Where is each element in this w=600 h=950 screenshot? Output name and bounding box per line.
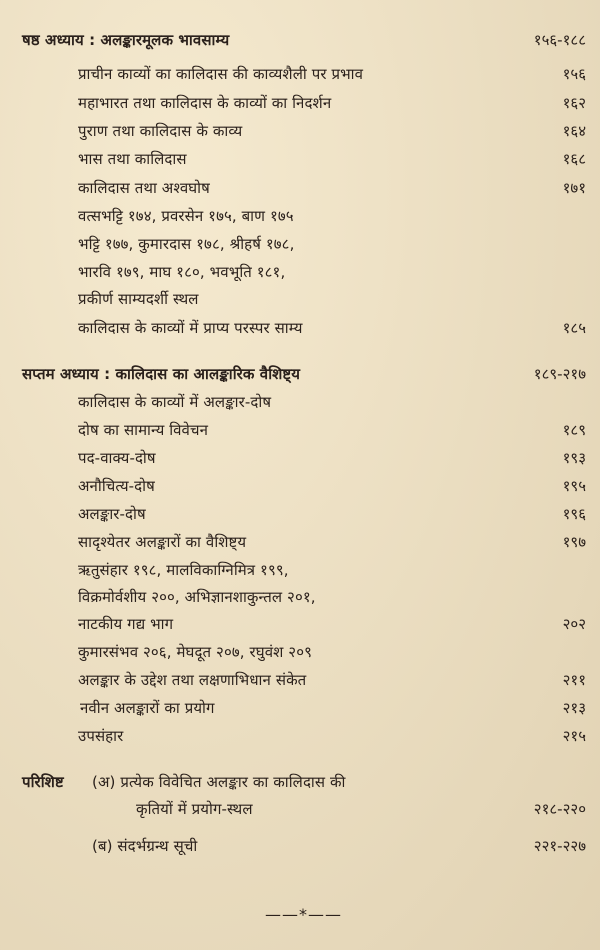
end-divider: ——*—— <box>265 905 342 924</box>
toc-page: १७१ <box>562 179 586 197</box>
toc-page: १९५ <box>562 477 586 495</box>
toc-entry: पद-वाक्य-दोष <box>78 449 156 467</box>
toc-entry: नाटकीय गद्य भाग <box>78 615 174 633</box>
chapter-7-pages: १८९-२१७ <box>533 365 586 383</box>
chapter-6-heading: षष्ठ अध्याय : अलङ्कारमूलक भावसाम्य <box>22 31 230 49</box>
toc-page: १९६ <box>562 505 586 523</box>
toc-page: २०२ <box>562 615 586 633</box>
appendix-a-line2: कृतियों में प्रयोग-स्थल <box>136 800 253 818</box>
toc-entry: अलङ्कार-दोष <box>78 505 146 523</box>
toc-page: १९३ <box>562 449 586 467</box>
toc-entry: प्राचीन काव्यों का कालिदास की काव्यशैली पर प्रभाव <box>78 65 364 83</box>
toc-poets-line: वत्सभट्टि १७४, प्रवरसेन १७५, बाण १७५ <box>78 207 294 225</box>
appendix-b-pages: २२१-२२७ <box>533 837 586 855</box>
toc-poets-line: भारवि १७९, माघ १८०, भवभूति १८१, <box>78 263 286 281</box>
toc-page: २११ <box>562 671 586 689</box>
toc-page: १६८ <box>562 150 586 168</box>
toc-entry: पुराण तथा कालिदास के काव्य <box>78 122 243 140</box>
chapter-7-heading: सप्तम अध्याय : कालिदास का आलङ्कारिक वैशिष्ट्य <box>22 365 301 383</box>
toc-entry: भास तथा कालिदास <box>78 150 187 168</box>
toc-entry: अलङ्कार के उद्देश तथा लक्षणाभिधान संकेत <box>78 671 307 689</box>
toc-works-line: विक्रमोर्वशीय २००, अभिज्ञानशाकुन्तल २०१, <box>78 588 316 606</box>
toc-works-line: कुमारसंभव २०६, मेघदूत २०७, रघुवंश २०९ <box>78 643 313 661</box>
appendix-a-line1: (अ) प्रत्येक विवेचित अलङ्कार का कालिदास की <box>92 773 346 791</box>
toc-entry: नवीन अलङ्कारों का प्रयोग <box>80 699 215 717</box>
toc-entry: अनौचित्य-दोष <box>78 477 155 495</box>
toc-page: १६४ <box>562 122 586 140</box>
toc-subheading: कालिदास के काव्यों में अलङ्कार-दोष <box>78 393 272 411</box>
chapter-6-pages: १५६-१८८ <box>533 31 586 49</box>
appendix-a-pages: २१८-२२० <box>533 800 586 818</box>
toc-page: १९७ <box>562 533 586 551</box>
toc-entry: महाभारत तथा कालिदास के काव्यों का निदर्शन <box>78 94 332 112</box>
appendix-b-entry: (ब) संदर्भग्रन्थ सूची <box>92 837 198 855</box>
toc-page: १८९ <box>562 421 586 439</box>
toc-entry: सादृश्येतर अलङ्कारों का वैशिष्ट्य <box>78 533 247 551</box>
toc-page: २१५ <box>562 727 586 745</box>
toc-entry: कालिदास तथा अश्वघोष <box>78 179 210 197</box>
toc-poets-line: भट्टि १७७, कुमारदास १७८, श्रीहर्ष १७८, <box>78 235 295 253</box>
toc-entry: दोष का सामान्य विवेचन <box>78 421 209 439</box>
toc-page: २१३ <box>562 699 586 717</box>
toc-entry: प्रकीर्ण साम्यदर्शी स्थल <box>78 290 199 308</box>
toc-works-line: ऋतुसंहार १९८, मालविकाग्निमित्र १९९, <box>78 561 289 579</box>
toc-page: १५६ <box>562 65 586 83</box>
toc-page: १६२ <box>562 94 586 112</box>
toc-entry: कालिदास के काव्यों में प्राप्य परस्पर साम्य <box>78 319 303 337</box>
toc-entry: उपसंहार <box>78 727 124 745</box>
appendix-label: परिशिष्ट <box>22 773 64 791</box>
toc-page: १८५ <box>562 319 586 337</box>
